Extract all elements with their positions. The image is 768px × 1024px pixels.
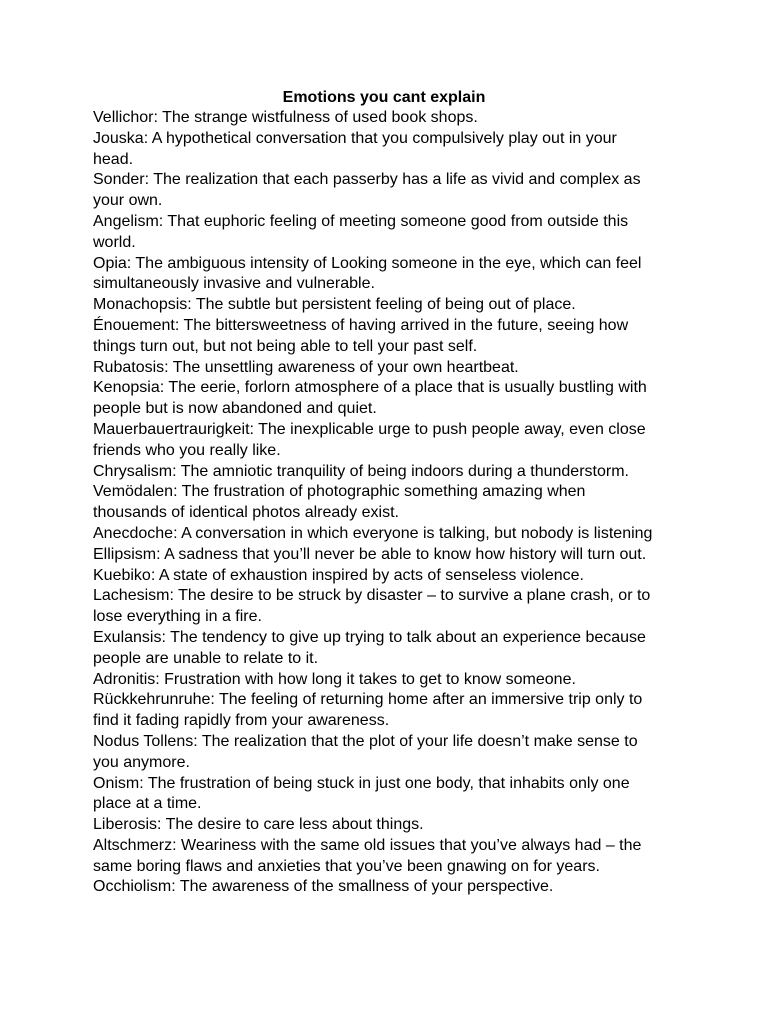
entry-line: Altschmerz: Weariness with the same old issues that you’ve always had – the — [93, 836, 642, 854]
entry-line: your own. — [93, 192, 163, 210]
list-item — [93, 524, 693, 545]
list-item — [93, 212, 693, 254]
list-item — [93, 316, 693, 358]
entry-line: friends who you really like. — [93, 441, 281, 459]
entry-line: Liberosis: The desire to care less about things. — [93, 816, 424, 834]
entry-line: thousands of identical photos already exist. — [93, 504, 399, 522]
entry-line: head. — [93, 150, 134, 168]
entry-line: Jouska: A hypothetical conversation that you compulsively play out in your — [93, 129, 617, 147]
entry-line: Mauerbauertraurigkeit: The inexplicable urge to push people away, even close — [93, 420, 646, 438]
entry-line: Nodus Tollens: The realization that the plot of your life doesn’t make sense to — [93, 732, 638, 750]
entry-line: Ellipsism: A sadness that you’ll never be able to know how history will turn out. — [93, 545, 647, 563]
entry-line: Rückkehrunruhe: The feeling of returning home after an immersive trip only to — [93, 691, 643, 709]
entry-line: place at a time. — [93, 795, 202, 813]
entry-line: Kuebiko: A state of exhaustion inspired by acts of senseless violence. — [93, 566, 584, 584]
list-item — [93, 378, 693, 420]
entry-line: people but is now abandoned and quiet. — [93, 400, 377, 418]
list-item — [93, 628, 693, 670]
list-item — [93, 129, 693, 171]
entry-line: Monachopsis: The subtle but persistent feeling of being out of place. — [93, 296, 576, 314]
entry-line: Kenopsia: The eerie, forlorn atmosphere of a place that is usually bustling with — [93, 379, 647, 397]
entry-line: Occhiolism: The awareness of the smallness of your perspective. — [93, 878, 554, 896]
list-item — [93, 690, 693, 732]
entry-line: lose everything in a fire. — [93, 608, 262, 626]
entry-line: world. — [93, 233, 136, 251]
entry-line: Angelism: That euphoric feeling of meeting someone good from outside this — [93, 212, 629, 230]
entry-line: Vellichor: The strange wistfulness of used book shops. — [93, 109, 478, 126]
list-item — [93, 732, 693, 774]
list-item — [93, 836, 693, 878]
entry-line: Opia: The ambiguous intensity of Looking someone in the eye, which can feel — [93, 254, 642, 272]
list-item — [93, 815, 693, 836]
list-item — [93, 170, 693, 212]
list-item — [93, 254, 693, 296]
entry-line: Énouement: The bittersweetness of having arrived in the future, seeing how — [93, 316, 629, 334]
list-item — [93, 462, 693, 483]
entry-line: same boring flaws and anxieties that you’ve been gnawing on for years. — [93, 857, 600, 875]
entry-line: Vemödalen: The frustration of photographic something amazing when — [93, 483, 586, 501]
list-item — [93, 545, 693, 566]
list-item — [93, 295, 693, 316]
list-item — [93, 358, 693, 379]
entry-line: find it fading rapidly from your awareness. — [93, 712, 390, 730]
entry-line: Sonder: The realization that each passerby has a life as vivid and complex as — [93, 171, 641, 189]
entry-line: simultaneously invasive and vulnerable. — [93, 275, 375, 293]
list-item — [93, 420, 693, 462]
entry-line: Anecdoche: A conversation in which everyone is talking, but nobody is listening — [93, 524, 653, 542]
list-item — [93, 670, 693, 691]
document-title: Emotions you cant explain — [282, 89, 486, 106]
entry-line: things turn out, but not being able to tell your past self. — [93, 337, 478, 355]
list-item — [93, 566, 693, 587]
list-item — [93, 877, 693, 898]
list-item — [93, 774, 693, 816]
list-item — [93, 586, 693, 628]
list-item — [93, 482, 693, 524]
entry-line: Rubatosis: The unsettling awareness of your own heartbeat. — [93, 358, 519, 376]
entry-line: people are unable to relate to it. — [93, 649, 319, 667]
entry-line: Adronitis: Frustration with how long it takes to get to know someone. — [93, 670, 576, 688]
entry-line: Chrysalism: The amniotic tranquility of being indoors during a thunderstorm. — [93, 462, 629, 480]
emotion-list — [93, 108, 693, 898]
entry-line: Onism: The frustration of being stuck in just one body, that inhabits only one — [93, 774, 630, 792]
entry-line: you anymore. — [93, 753, 190, 771]
entry-line: Lachesism: The desire to be struck by disaster – to survive a plane crash, or to — [93, 587, 651, 605]
entry-line: Exulansis: The tendency to give up trying to talk about an experience because — [93, 628, 646, 646]
list-item — [93, 108, 693, 129]
